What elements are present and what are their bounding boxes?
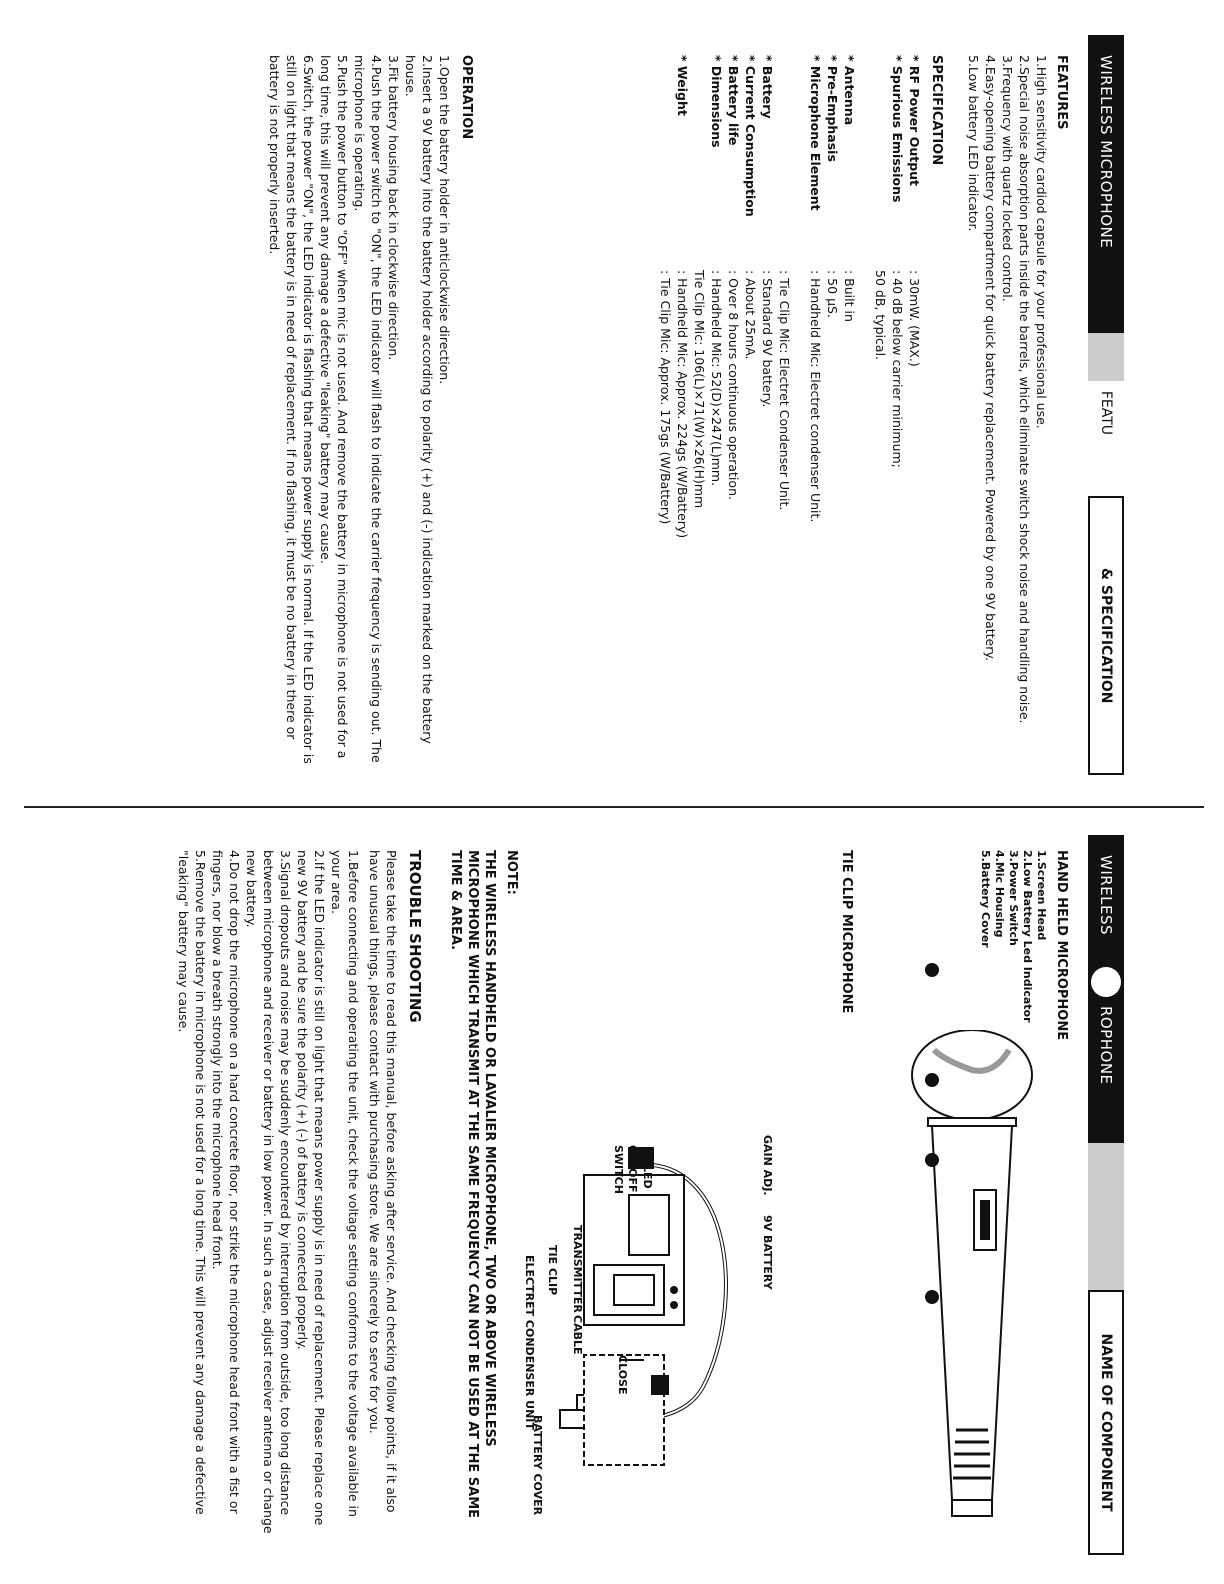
spec-row: [906, 55, 923, 765]
spec-value: : 30mW. (MAX.): [907, 270, 922, 367]
operation-item: 4.Push the power switch to "ON", the LED indicator will flash to indicate the carrier frequency is sending out. The microphone is operating.: [352, 55, 384, 763]
spec-value: Tie Clip Mic: 106(L)×71(W)×26(H)mm: [692, 270, 707, 509]
spec-row: [708, 55, 725, 765]
feature-item: 5.Low battery LED indicator.: [966, 55, 981, 232]
spec-row: [759, 55, 776, 765]
handheld-heading: HAND HELD MICROPHONE: [1054, 850, 1069, 1041]
label-electret-unit: ELECTRET CONDENSER UNIT: [523, 1255, 536, 1430]
label-cable: CABLE: [571, 1315, 584, 1355]
right-header-right: NAME OF COMPONENT: [1088, 1290, 1124, 1555]
feature-item: 3.Frequency with quartz locked control.: [1000, 55, 1015, 302]
spec-label: [691, 55, 708, 270]
spec-value: : Standard 9V battery.: [760, 270, 775, 408]
label-led: LED: [641, 1165, 654, 1189]
spec-row: [657, 55, 674, 765]
features-section: [965, 55, 1069, 765]
spec-label: * Antenna: [842, 55, 857, 126]
operation-item: 5.Push the power button to "OFF" when mic is not used. And remove the battery in microphone is not used for a long time, this will prevent any damage a defective "leaking" battery may cause.: [318, 55, 350, 759]
spec-value: : Built in: [842, 270, 857, 322]
feature-item: 1.High sensitivity cardiod capsule for your professional use.: [1034, 55, 1049, 429]
component-item: 1.Screen Head: [1035, 850, 1048, 941]
spec-value: : Over 8 hours continuous operation.: [726, 270, 741, 500]
header-circle-holder: [1088, 963, 1124, 1002]
right-page: [24, 835, 1184, 1555]
feature-item: 2.Special noise absorption parts inside the barrels, which eliminate switch shock noise and handling noise.: [1017, 55, 1032, 724]
label-switch: SWITCH: [612, 1145, 625, 1194]
spec-value: : Tie Clip Mic: Approx. 175gs (W/Battery): [658, 270, 673, 525]
handheld-mic-illustration: [894, 1030, 1034, 1530]
trouble-item: 1.Before connecting and operating the unit, check the voltage setting conforms to the voltage available in your area.: [329, 850, 361, 1517]
tieclip-section: [839, 850, 854, 1545]
spec-label: * Dimensions: [709, 55, 724, 148]
note-text: THE WIRELESS HANDHELD OR LAVALIER MICROPHONE, TWO OR ABOVE WIRELESS MICROPHONE WHICH TRANSMIT AT THE SAME FREQUENCY CAN NOT BE USED AT THE SAME TIME & AREA.: [448, 850, 497, 1519]
spec-group: [657, 55, 793, 765]
spec-value: : About 25mA.: [743, 270, 758, 360]
note-heading: NOTE:: [504, 850, 519, 895]
left-page: [24, 35, 1184, 775]
left-header-middle: FEATU: [1088, 381, 1124, 496]
component-item: 3.Power Switch: [1007, 850, 1020, 946]
spec-label: [776, 55, 793, 270]
trouble-item: 5.Remove the battery in microphone is not used for a long time. This will prevent any damage a defective "leaking" battery may cause.: [176, 850, 208, 1515]
component-item: 4.Mic Housing: [993, 850, 1006, 938]
feature-item: 4.Easy-opening battery compartment for quick battery replacement. Powered by one 9V battery.: [983, 55, 998, 661]
spec-row: [807, 55, 824, 765]
header-grey-band: [1088, 1143, 1124, 1290]
label-transmitter: TRANSMITTER: [571, 1225, 584, 1313]
spec-row: [872, 55, 889, 765]
spec-value: : 50 μS.: [825, 270, 840, 318]
callout-dot: [925, 1153, 939, 1167]
operation-item: 2.Insert a 9V battery into the battery holder according to polarity (+) and (-) indication marked on the battery house.: [403, 55, 435, 744]
operation-item: 6.Switch, the power "ON", the LED indicator is flashing that means power supply is normal. If the LED indicator is still on light that means the battery is in need of replacement. If no flashing, it must be no battery in there or battery is not properly inserted.: [267, 55, 316, 764]
spec-value: : Tie Clip Mic: Electret Condenser Unit.: [777, 270, 792, 511]
spec-row: [776, 55, 793, 765]
trouble-intro: Please take the time to read this manual, before asking after service. And checking follow points, if it also have unusual things, please contact with purchasing store. We are sincerely to serve for you.: [367, 850, 399, 1513]
spec-label: * RF Power Output: [907, 55, 922, 187]
trouble-item: 2.If the LED indicator is still on light that means power supply is in need of replacement. Please replace one new 9V battery and be sure the polarity (+) (-) of battery is connected properly.: [295, 850, 327, 1526]
label-on-off: ON-OFF: [626, 1145, 639, 1193]
left-header-right: & SPECIFICATION: [1088, 496, 1124, 775]
component-item: 5.Battery Cover: [979, 850, 992, 948]
spec-value: 50 dB, typical.: [873, 270, 888, 361]
component-item: 2.Low Battery Led Indicator: [1021, 850, 1034, 1023]
left-header-bar: [1088, 35, 1124, 775]
right-header-title-2: ROPHONE: [1088, 1002, 1124, 1143]
label-gain-adj: GAIN ADJ.: [761, 1135, 774, 1196]
spec-label: * Current Consumption: [743, 55, 758, 217]
tieclip-heading: TIE CLIP MICROPHONE: [839, 850, 854, 1014]
spec-row: [824, 55, 841, 765]
spec-value: : Handheld Mic: Electret condenser Unit.: [808, 270, 823, 523]
spec-label: * Battery: [760, 55, 775, 119]
header-circle: [1091, 967, 1121, 997]
right-header-title: WIRELESS: [1088, 835, 1124, 963]
spec-row: [742, 55, 759, 765]
trouble-section: [175, 850, 424, 1535]
spec-value: : 40 dB below carrier minimum;: [890, 270, 905, 468]
right-header-bar: [1088, 835, 1124, 1555]
spec-label: * Pre-Emphasis: [825, 55, 840, 162]
header-grey-band: [1088, 333, 1124, 381]
label-9v-battery: 9V BATTERY: [761, 1215, 774, 1290]
operation-item: 1.Open the battery holder in anticlockwise direction.: [437, 55, 452, 385]
label-battery-cover: BATTERY COVER: [531, 1415, 544, 1516]
spec-group: [872, 55, 923, 765]
callout-dot: [925, 1290, 939, 1304]
label-close: CLOSE: [616, 1355, 629, 1395]
specification-heading: SPECIFICATION: [929, 55, 944, 166]
callout-dot: [925, 1073, 939, 1087]
spec-label: * Microphone Element: [808, 55, 823, 211]
spec-row: [841, 55, 858, 765]
note-section: [447, 850, 519, 1535]
spec-row: [889, 55, 906, 765]
left-header-title: WIRELESS MICROPHONE: [1088, 35, 1124, 333]
callout-dot: [925, 963, 939, 977]
trouble-heading: TROUBLE SHOOTING: [406, 850, 424, 1023]
operation-item: 3.Fit battery housing back in clockwise direction.: [386, 55, 401, 361]
spec-label: * Weight: [675, 55, 690, 116]
spec-row: [674, 55, 691, 765]
trouble-item: 3.Signal dropouts and noise may be suddenly encountered by interruption from outside, too long distance between microphone and receiver or battery in low power. In such a case, adjust receiver antenna or change new battery.: [244, 850, 293, 1534]
spec-row: [691, 55, 708, 765]
spec-label: [872, 55, 889, 270]
spec-label: * Battery life: [726, 55, 741, 146]
spec-value: : Handheld Mic: Approx. 224gs (W/Battery): [675, 270, 690, 539]
operation-section: [266, 55, 474, 765]
spec-label: [657, 55, 674, 270]
spec-group: [807, 55, 858, 765]
spec-label: * Spurious Emissions: [890, 55, 905, 203]
label-tie-clip: TIE CLIP: [546, 1245, 559, 1296]
features-heading: FEATURES: [1054, 55, 1069, 130]
trouble-item: 4.Do not drop the microphone on a hard concrete floor, nor strike the microphone head front with a fist or fingers, nor blow a breath strongly into the microphone head front.: [210, 850, 242, 1514]
operation-heading: OPERATION: [459, 55, 474, 140]
spec-row: [725, 55, 742, 765]
spec-value: : Handheld Mic: 52(D)×247(L)mm.: [709, 270, 724, 487]
specification-section: [643, 55, 944, 765]
page-divider: [24, 806, 1204, 808]
